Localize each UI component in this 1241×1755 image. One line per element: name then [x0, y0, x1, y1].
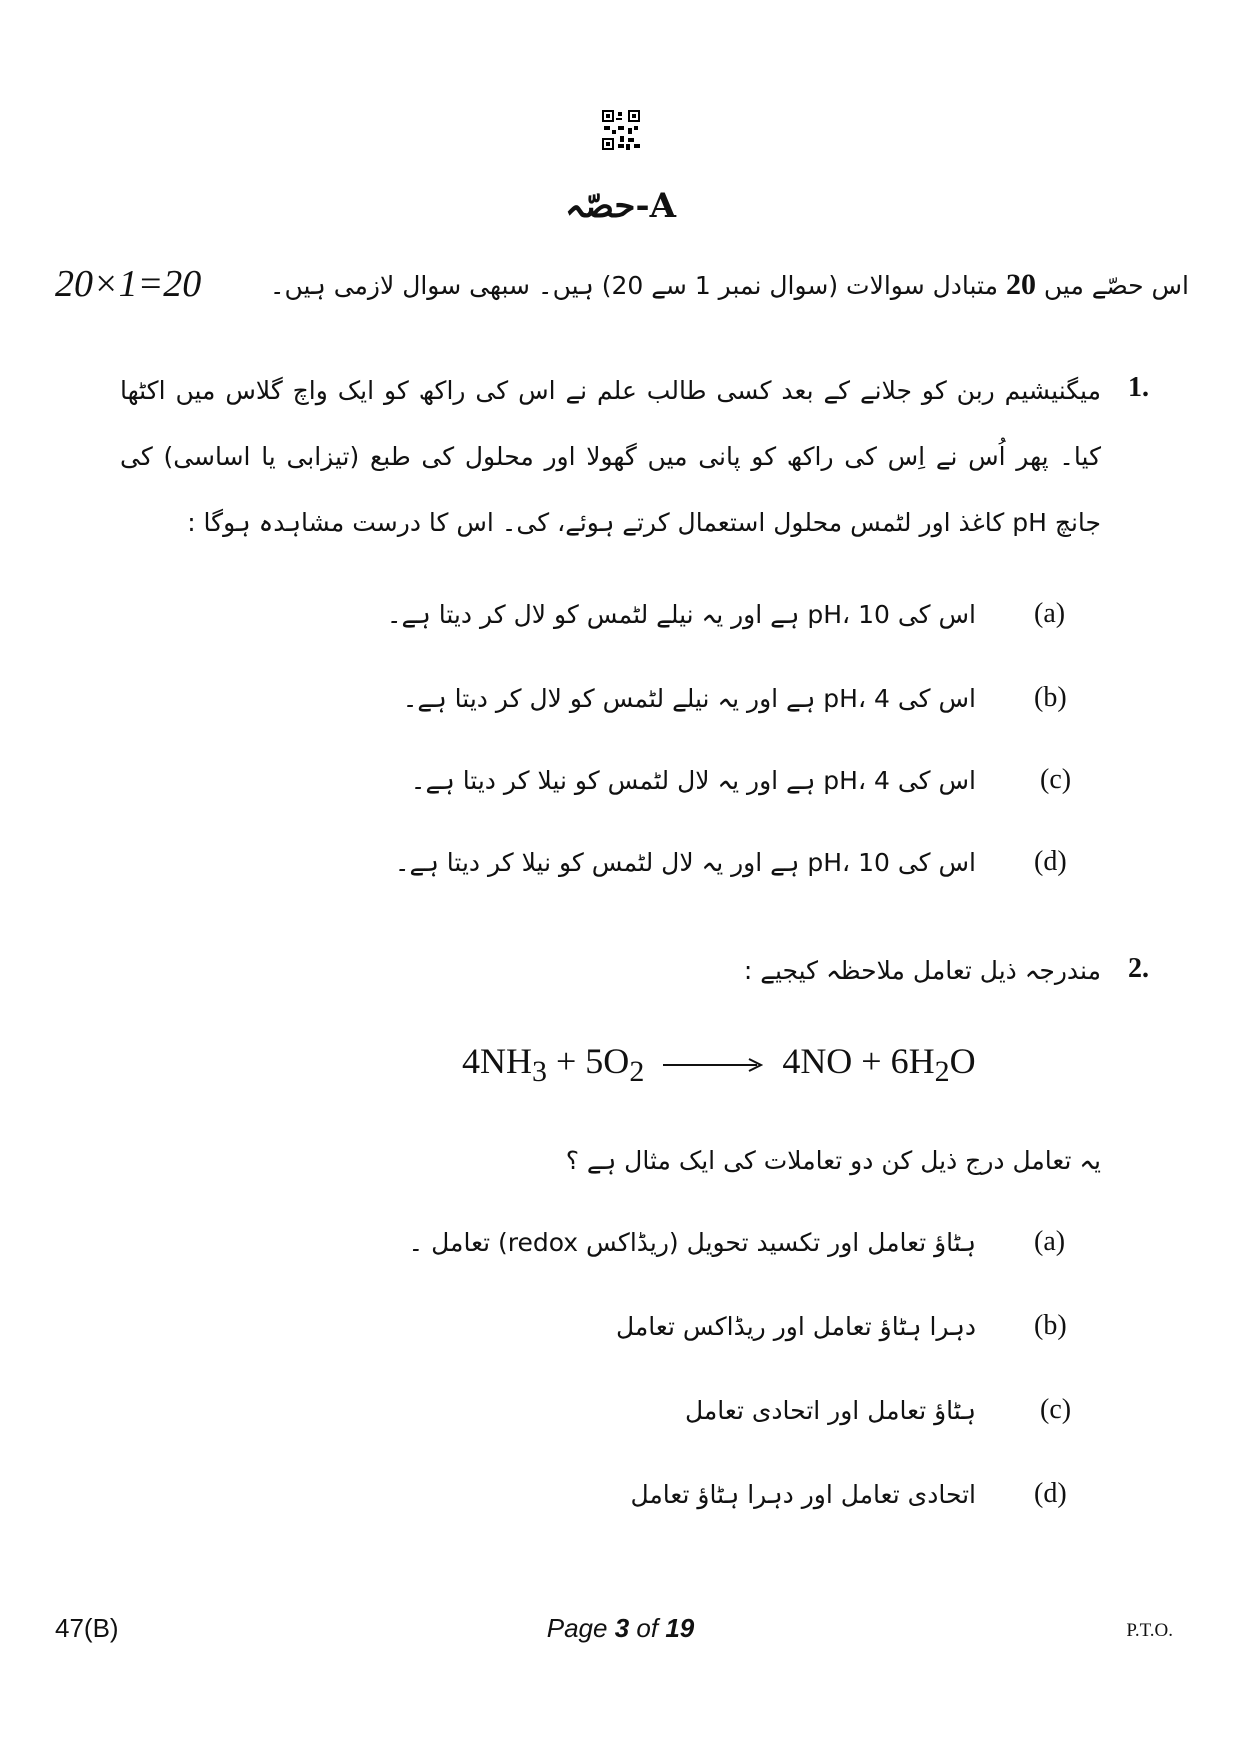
option-text: اس کی pH، 10 ہے اور یہ لال لٹمس کو نیلا کر دیتا ہے۔	[394, 848, 976, 877]
option-label: (a)	[1034, 598, 1066, 629]
option-text: ہٹاؤ تعامل اور اتحادی تعامل	[684, 1396, 976, 1425]
option-label: (d)	[1034, 846, 1067, 877]
question-prompt: یہ تعامل درج ذیل کن دو تعاملات کی ایک مثال ہے ؟	[565, 1146, 1101, 1175]
option-text: اس کی pH، 10 ہے اور یہ نیلے لٹمس کو لال کر دیتا ہے۔	[386, 600, 976, 629]
question-text: میگنیشیم ربن کو جلانے کے بعد کسی طالب علم نے اس کی راکھ کو ایک واچ گلاس میں اکٹھا کیا۔ پھر اُس نے اِس کی راکھ کو پانی میں گھولا اور محلول کی طبع (تیزابی یا اساسی) کی جانچ pH کاغذ اور لٹمس محلول استعمال کرتے ہوئے، کی۔ اس کا درست مشاہدہ ہوگا :	[120, 376, 1101, 537]
section-instruction	[270, 268, 1189, 302]
question-number: 2.	[1128, 953, 1149, 984]
option-label: (c)	[1040, 1394, 1072, 1425]
option-text: اس کی pH، 4 ہے اور یہ لال لٹمس کو نیلا کر دیتا ہے۔	[410, 766, 976, 795]
chemical-equation: $4NH_3 + 5O_2$ $4NO + 6H_2O$	[462, 1041, 976, 1089]
paper-code: 47(B)	[55, 1613, 119, 1643]
option-label: (c)	[1040, 764, 1072, 795]
option-label: (b)	[1034, 682, 1067, 713]
page-number: Page 3 of 19	[546, 1613, 695, 1643]
option-label: (d)	[1034, 1478, 1067, 1509]
section-label: حصّہ	[565, 186, 636, 226]
option-label: (a)	[1034, 1226, 1066, 1257]
option-text: اس کی pH، 4 ہے اور یہ نیلے لٹمس کو لال کر دیتا ہے۔	[402, 684, 976, 713]
option-text: دہرا ہٹاؤ تعامل اور ریڈاکس تعامل	[615, 1312, 976, 1341]
question-text: مندرجہ ذیل تعامل ملاحظہ کیجیے :	[743, 956, 1101, 985]
instruction-text-after: متبادل سوالات (سوال نمبر 1 سے 20) ہیں۔ سبھی سوال لازمی ہیں۔	[269, 271, 998, 300]
pto-label: P.T.O.	[1126, 1620, 1173, 1641]
question-count: 20	[1005, 268, 1036, 301]
section-letter: A	[649, 186, 676, 226]
qr-code-icon	[602, 110, 640, 150]
question-number: 1.	[1128, 372, 1149, 403]
reaction-arrow-icon	[663, 1055, 763, 1075]
option-text: اتحادی تعامل اور دہرا ہٹاؤ تعامل	[630, 1480, 976, 1509]
marks-formula: 20×1=20	[55, 263, 202, 305]
section-heading: حصّہ-A	[565, 186, 676, 226]
option-label: (b)	[1034, 1310, 1067, 1341]
instruction-text-before: اس حصّے میں	[1043, 271, 1189, 300]
option-text: ہٹاؤ تعامل اور تکسید تحویل (ریڈاکس redox) تعامل ۔	[408, 1228, 976, 1257]
